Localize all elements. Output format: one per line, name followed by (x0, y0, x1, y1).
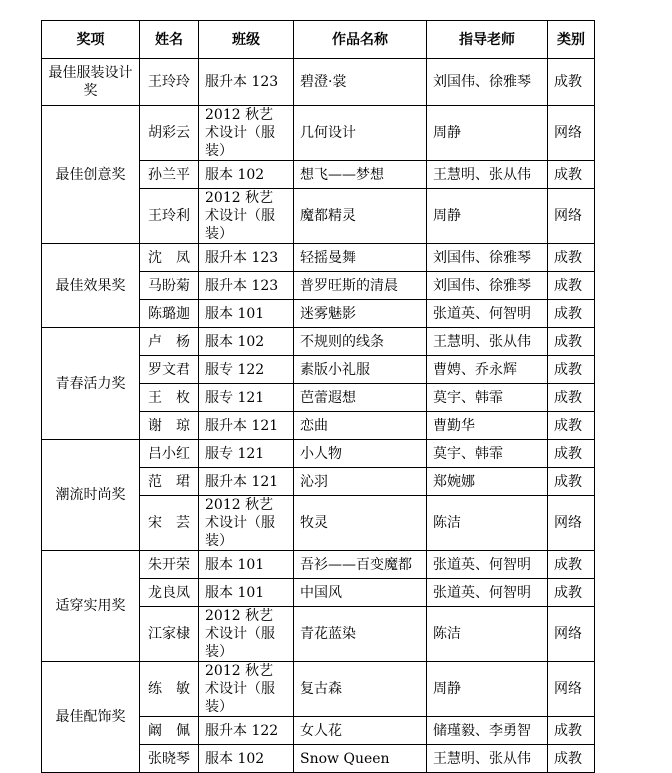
name-cell: 胡彩云 (140, 106, 199, 161)
header-row (42, 21, 595, 59)
name-cell: 练 敏 (140, 662, 199, 717)
class-cell: 服升本 123 (199, 244, 294, 272)
category-cell: 网络 (548, 106, 595, 161)
class-cell: 2012 秋艺术设计（服装） (199, 496, 294, 551)
category-cell: 成教 (548, 244, 595, 272)
category-cell: 网络 (548, 662, 595, 717)
category-cell: 成教 (548, 579, 595, 607)
category-cell: 成教 (548, 161, 595, 189)
class-cell: 服本 102 (199, 161, 294, 189)
category-cell: 网络 (548, 189, 595, 244)
teacher-cell: 曹勤华 (427, 412, 548, 440)
work-cell: 牧灵 (294, 496, 427, 551)
name-cell: 马盼菊 (140, 272, 199, 300)
header-class: 班级 (199, 21, 294, 59)
table-row (42, 59, 595, 106)
class-cell: 2012 秋艺术设计（服装） (199, 189, 294, 244)
name-cell: 阚 佩 (140, 717, 199, 745)
name-cell: 沈 凤 (140, 244, 199, 272)
teacher-cell: 张道英、何智明 (427, 579, 548, 607)
table-row (42, 244, 595, 272)
text-cursor (594, 463, 595, 480)
teacher-cell: 储瑾毅、李勇智 (427, 717, 548, 745)
award-cell: 最佳创意奖 (42, 106, 140, 244)
name-cell: 王玲玲 (140, 59, 199, 106)
teacher-cell: 周静 (427, 106, 548, 161)
name-cell: 罗文君 (140, 356, 199, 384)
award-cell: 最佳配饰奖 (42, 662, 140, 773)
category-cell: 成教 (548, 717, 595, 745)
work-cell: 恋曲 (294, 412, 427, 440)
class-cell: 服本 101 (199, 300, 294, 328)
class-cell: 服升本 122 (199, 717, 294, 745)
table-row (42, 551, 595, 579)
teacher-cell: 周静 (427, 189, 548, 244)
work-cell: 青花蓝染 (294, 607, 427, 662)
class-cell: 服升本 121 (199, 468, 294, 496)
teacher-cell: 刘国伟、徐雅琴 (427, 272, 548, 300)
awards-table (41, 20, 595, 773)
class-cell: 2012 秋艺术设计（服装） (199, 106, 294, 161)
teacher-cell: 王慧明、张从伟 (427, 745, 548, 773)
work-cell: 小人物 (294, 440, 427, 468)
class-cell: 服本 101 (199, 579, 294, 607)
award-cell: 适穿实用奖 (42, 551, 140, 662)
category-cell: 成教 (548, 300, 595, 328)
category-cell: 网络 (548, 607, 595, 662)
award-cell: 潮流时尚奖 (42, 440, 140, 551)
work-cell: 素版小礼服 (294, 356, 427, 384)
category-cell: 成教 (548, 551, 595, 579)
work-cell: 吾衫——百变魔都 (294, 551, 427, 579)
work-cell: 沁羽 (294, 468, 427, 496)
teacher-cell: 王慧明、张从伟 (427, 161, 548, 189)
category-cell: 成教 (548, 384, 595, 412)
teacher-cell: 曹娉、乔永辉 (427, 356, 548, 384)
category-cell: 成教 (548, 440, 595, 468)
class-cell: 服专 122 (199, 356, 294, 384)
category-cell: 成教 (548, 272, 595, 300)
work-cell: 普罗旺斯的清晨 (294, 272, 427, 300)
header-name: 姓名 (140, 21, 199, 59)
class-cell: 服专 121 (199, 384, 294, 412)
work-cell: 迷雾魅影 (294, 300, 427, 328)
work-cell: 想飞——梦想 (294, 161, 427, 189)
name-cell: 陈璐迦 (140, 300, 199, 328)
work-cell: 几何设计 (294, 106, 427, 161)
teacher-cell: 莫宇、韩霏 (427, 384, 548, 412)
teacher-cell: 莫宇、韩霏 (427, 440, 548, 468)
header-category: 类别 (548, 21, 595, 59)
class-cell: 服本 102 (199, 328, 294, 356)
teacher-cell: 周静 (427, 662, 548, 717)
work-cell: 碧澄·裳 (294, 59, 427, 106)
name-cell: 范 珺 (140, 468, 199, 496)
work-cell: Snow Queen (294, 745, 427, 773)
work-cell: 复古森 (294, 662, 427, 717)
award-cell: 最佳服装设计奖 (42, 59, 140, 106)
table-row (42, 662, 595, 717)
name-cell: 卢 杨 (140, 328, 199, 356)
teacher-cell: 陈洁 (427, 607, 548, 662)
class-cell: 2012 秋艺术设计（服装） (199, 662, 294, 717)
name-cell: 王玲利 (140, 189, 199, 244)
class-cell: 2012 秋艺术设计（服装） (199, 607, 294, 662)
name-cell: 朱开荣 (140, 551, 199, 579)
table-row (42, 106, 595, 161)
class-cell: 服升本 123 (199, 59, 294, 106)
work-cell: 不规则的线条 (294, 328, 427, 356)
award-cell: 最佳效果奖 (42, 244, 140, 328)
category-cell: 成教 (548, 328, 595, 356)
table-row (42, 440, 595, 468)
teacher-cell: 刘国伟、徐雅琴 (427, 244, 548, 272)
name-cell: 龙良凤 (140, 579, 199, 607)
class-cell: 服专 121 (199, 440, 294, 468)
header-award: 奖项 (42, 21, 140, 59)
category-cell: 网络 (548, 496, 595, 551)
header-work: 作品名称 (294, 21, 427, 59)
work-cell: 魔都精灵 (294, 189, 427, 244)
class-cell: 服升本 123 (199, 272, 294, 300)
table-row (42, 328, 595, 356)
category-cell: 成教 (548, 59, 595, 106)
class-cell: 服本 102 (199, 745, 294, 773)
class-cell: 服升本 121 (199, 412, 294, 440)
name-cell: 谢 琼 (140, 412, 199, 440)
work-cell: 中国风 (294, 579, 427, 607)
work-cell: 芭蕾遐想 (294, 384, 427, 412)
teacher-cell: 张道英、何智明 (427, 300, 548, 328)
name-cell: 江家棣 (140, 607, 199, 662)
name-cell: 王 枚 (140, 384, 199, 412)
table-body (42, 59, 595, 773)
teacher-cell: 郑婉娜 (427, 468, 548, 496)
name-cell: 吕小红 (140, 440, 199, 468)
name-cell: 张晓琴 (140, 745, 199, 773)
work-cell: 轻摇曼舞 (294, 244, 427, 272)
category-cell: 成教 (548, 412, 595, 440)
award-cell: 青春活力奖 (42, 328, 140, 440)
name-cell: 宋 芸 (140, 496, 199, 551)
class-cell: 服本 101 (199, 551, 294, 579)
teacher-cell: 王慧明、张从伟 (427, 328, 548, 356)
name-cell: 孙兰平 (140, 161, 199, 189)
work-cell: 女人花 (294, 717, 427, 745)
teacher-cell: 张道英、何智明 (427, 551, 548, 579)
teacher-cell: 刘国伟、徐雅琴 (427, 59, 548, 106)
table-header (42, 21, 595, 59)
category-cell: 成教 (548, 745, 595, 773)
category-cell: 成教 (548, 356, 595, 384)
category-cell: 成教 (548, 468, 595, 496)
teacher-cell: 陈洁 (427, 496, 548, 551)
header-teacher: 指导老师 (427, 21, 548, 59)
